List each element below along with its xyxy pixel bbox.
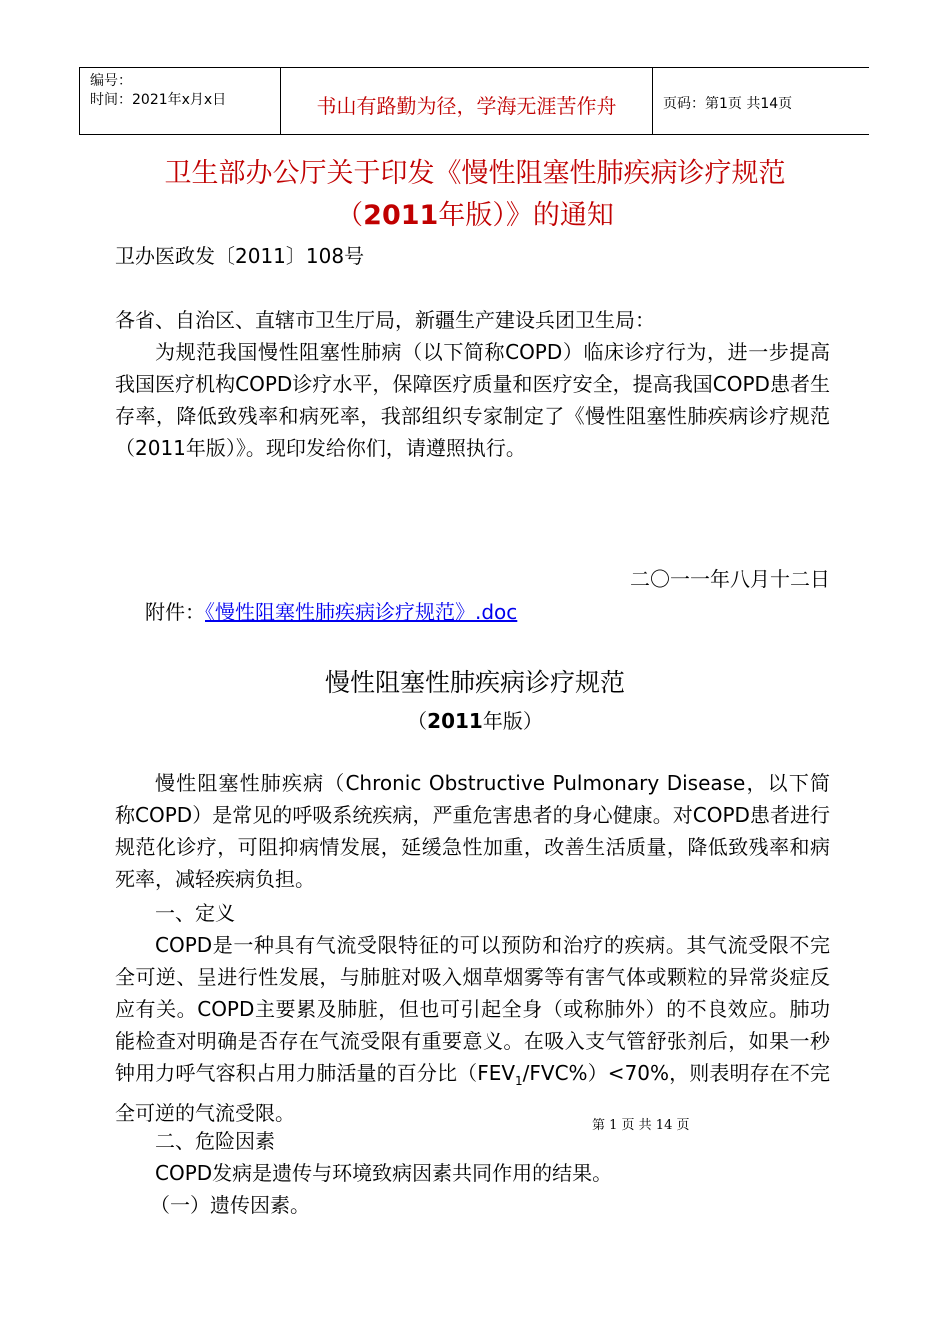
edition-year: 2011 [427, 709, 483, 733]
attachment-link[interactable]: 《慢性阻塞性肺疾病诊疗规范》.doc [205, 600, 518, 624]
number-label: 编号： [90, 73, 132, 89]
notice-body: 为规范我国慢性阻塞性肺病（以下简称COPD）临床诊疗行为，进一步提高我国医疗机构COPD诊疗水平，保障医疗质量和医疗安全，提高我国COPD患者生存率，降低致残率和病死率，我部组织专家制定了《慢性阻塞性肺疾病诊疗规范（2011年版）》。现印发给你们，请遵照执行。 [115, 340, 830, 460]
fev-subscript: 1 [515, 1074, 523, 1088]
spec-edition [80, 705, 870, 734]
section2-text: COPD发病是遗传与环境致病因素共同作用的结果。 [155, 1161, 613, 1185]
section2-heading: 二、危险因素 [155, 1129, 275, 1153]
doc-number: 卫办医政发〔2011〕108号 [115, 244, 365, 268]
paren-open: （ [336, 200, 364, 231]
attachment-label: 附件： [145, 600, 205, 624]
attachment [145, 596, 860, 628]
addressee: 各省、自治区、直辖市卫生厅局，新疆生产建设兵团卫生局： [115, 308, 655, 332]
title-year: 2011 [363, 200, 439, 231]
motto: 书山有路勤为径，学海无涯苦作舟 [316, 94, 617, 118]
section1-heading: 一、定义 [155, 901, 235, 925]
section1-text [115, 929, 830, 1129]
title-rest: 年版）》的通知 [438, 200, 614, 231]
section1-text-after: /FVC%）<70%，则表明存在不完全可逆的气流受限。 [115, 1061, 830, 1125]
spec-title: 慢性阻塞性肺疾病诊疗规范 [324, 668, 625, 697]
section2-item1: （一）遗传因素。 [150, 1193, 310, 1217]
spec-intro: 慢性阻塞性肺疾病（Chronic Obstructive Pulmonary Disease，以下简称COPD）是常见的呼吸系统疾病，严重危害患者的身心健康。对COPD患者进行规范化诊疗，可阻抑病情发展，延缓急性加重，改善生活质量，降低致残率和病死率，减轻疾病负担。 [115, 771, 830, 891]
edition-rest: 年版） [482, 709, 543, 733]
page-info: 页码：第1页 共14页 [663, 96, 793, 112]
header-table [79, 67, 869, 135]
edition-paren: （ [407, 709, 428, 733]
notice-title-line2 [80, 195, 870, 237]
header-page-cell [653, 68, 869, 134]
notice-date: 二〇一一年八月十二日 [630, 567, 830, 591]
time-label: 时间：2021年x月x日 [90, 92, 227, 108]
section1-text-before: COPD是一种具有气流受限特征的可以预防和治疗的疾病。其气流受限不完全可逆、呈进行性发展，与肺脏对吸入烟草烟雾等有害气体或颗粒的异常炎症反应有关。COPD主要累及肺脏，但也可引起全身（或称肺外）的不良效应。肺功能检查对明确是否存在气流受限有重要意义。在吸入支气管舒张剂后，如果一秒钟用力呼气容积占用力肺活量的百分比（FEV [115, 933, 830, 1085]
page-footer: 第 1 页 共 14 页 [592, 1118, 690, 1133]
header-meta-cell [79, 68, 281, 134]
notice-title-line1: 卫生部办公厅关于印发《慢性阻塞性肺疾病诊疗规范 [164, 158, 786, 189]
header-motto-cell [281, 68, 653, 134]
